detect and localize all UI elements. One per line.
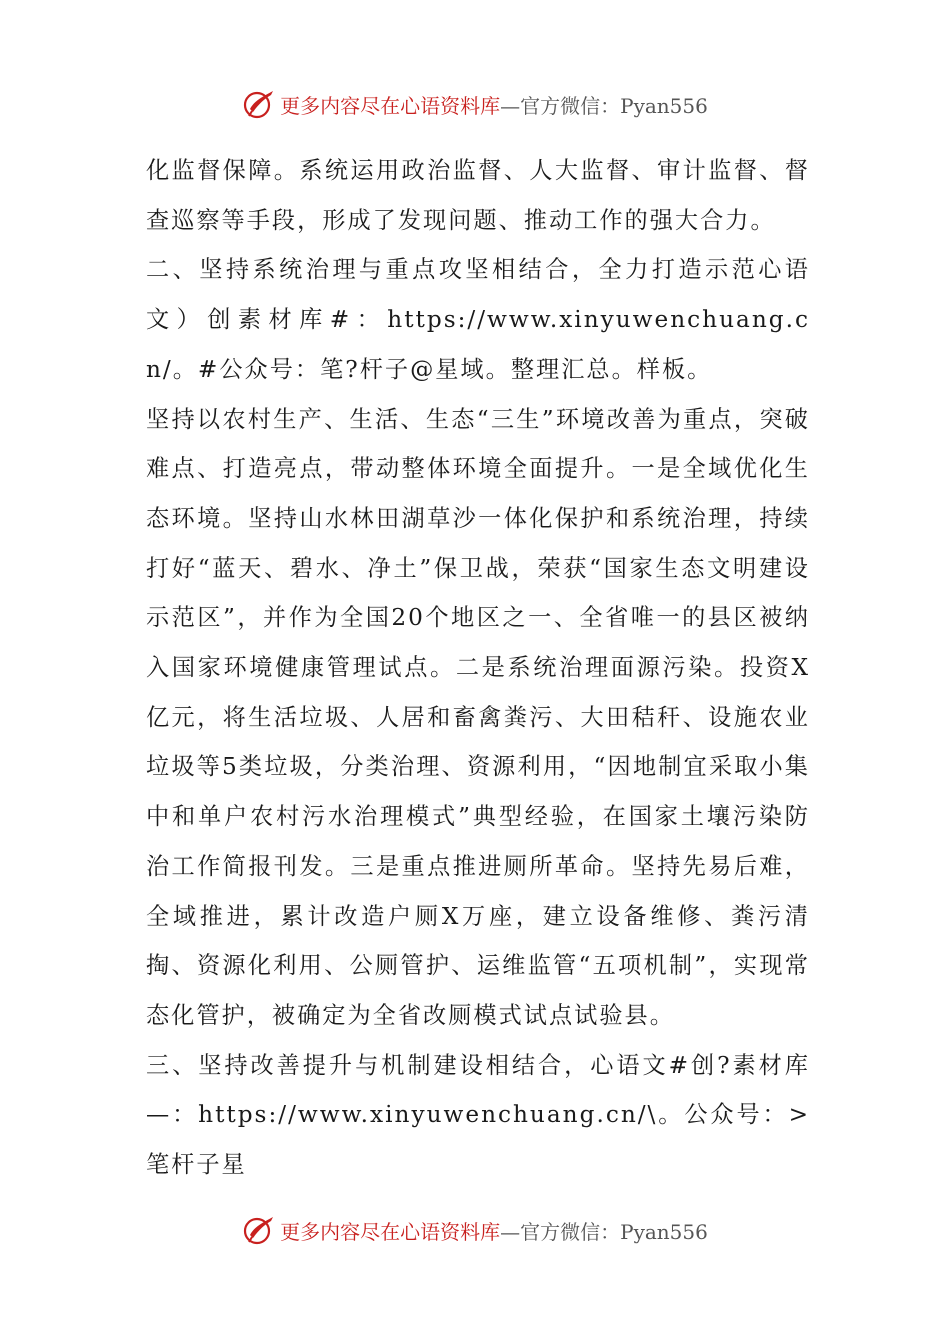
- section-heading: 二、坚持系统治理与重点攻坚相结合，全力打造示范心语文）创素材库#：https://www.xinyuwenchuang.cn/。#公众号：笔?杆子@星域。整理汇总。样板。: [146, 256, 810, 383]
- banner-contact: —官方微信：Pyan556: [500, 1219, 708, 1244]
- header-banner: [0, 84, 950, 124]
- section-heading: 三、坚持改善提升与机制建设相结合，心语文#创?素材库—：https://www.xinyuwenchuang.cn/\。公众号：>笔杆子星: [146, 1051, 810, 1179]
- paragraph: 化监督保障。系统运用政治监督、人大监督、审计监督、督查巡察等手段，形成了发现问题、推动工作的强大合力。: [146, 157, 810, 234]
- banner-contact: —官方微信：Pyan556: [500, 93, 708, 118]
- document-body: [146, 146, 810, 1190]
- banner-slogan: 更多内容尽在心语资料库: [280, 93, 501, 118]
- pen-logo-icon: [242, 1213, 276, 1247]
- paragraph: 坚持以农村生产、生活、生态“三生”环境改善为重点，突破难点、打造亮点，带动整体环境全面提升。一是全域优化生态环境。坚持山水林田湖草沙一体化保护和系统治理，持续打好“蓝天、碧水、净土”保卫战，荣获“国家生态文明建设示范区”，并作为全国20个地区之一、全省唯一的县区被纳入国家环境健康管理试点。二是系统治理面源污染。投资X亿元，将生活垃圾、人居和畜禽粪污、大田秸秆、设施农业垃圾等5类垃圾，分类治理、资源利用，“因地制宜采取小集中和单户农村污水治理模式”典型经验，在国家土壤污染防治工作简报刊发。三是重点推进厕所革命。坚持先易后难，全域推进，累计改造户厕X万座，建立设备维修、粪污清掏、资源化利用、公厕管护、运维监管“五项机制”，实现常态化管护，被确定为全省改厕模式试点试验县。: [146, 405, 810, 1029]
- footer-banner: [0, 1210, 950, 1250]
- banner-slogan: 更多内容尽在心语资料库: [280, 1219, 501, 1244]
- pen-logo-icon: [242, 87, 276, 121]
